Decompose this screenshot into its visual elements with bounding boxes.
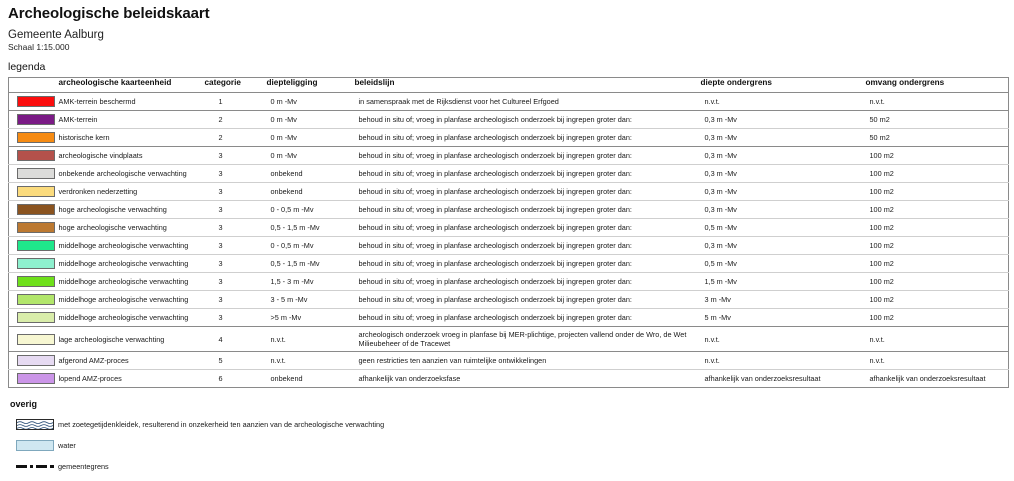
cell-unit: AMK-terrein beschermd — [57, 93, 205, 111]
color-swatch — [17, 96, 55, 107]
overig-list — [8, 414, 1006, 477]
list-item-label: water — [58, 441, 76, 451]
color-swatch — [17, 132, 55, 143]
color-swatch — [17, 312, 55, 323]
legend-swatch-cell — [9, 255, 57, 273]
column-header-unit: archeologische kaarteenheid — [58, 78, 172, 87]
color-swatch — [17, 240, 55, 251]
column-header-categorie: categorie — [204, 78, 241, 87]
cell-diepte-ondergrens: 0,3 m -Mv — [701, 183, 866, 201]
cell-beleidslijn: behoud in situ of; vroeg in planfase archeologisch onderzoek bij ingrepen groter dan: — [355, 129, 701, 147]
color-swatch — [17, 294, 55, 305]
legend-swatch-cell — [9, 201, 57, 219]
cell-categorie: 3 — [205, 237, 267, 255]
table-row — [9, 183, 1009, 201]
color-swatch — [17, 355, 55, 366]
legend-swatch-cell — [9, 309, 57, 327]
cell-diepteligging: 0 m -Mv — [267, 93, 355, 111]
table-row — [9, 93, 1009, 111]
cell-categorie: 3 — [205, 255, 267, 273]
list-item — [8, 414, 1006, 435]
cell-categorie: 3 — [205, 219, 267, 237]
table-row — [9, 219, 1009, 237]
legend-swatch-cell — [9, 129, 57, 147]
cell-omvang-ondergrens: 100 m2 — [866, 291, 1009, 309]
cell-diepte-ondergrens: 0,3 m -Mv — [701, 129, 866, 147]
cell-omvang-ondergrens: n.v.t. — [866, 327, 1009, 352]
column-header-beleidslijn: beleidslijn — [354, 78, 395, 87]
cell-beleidslijn: behoud in situ of; vroeg in planfase archeologisch onderzoek bij ingrepen groter dan: — [355, 273, 701, 291]
cell-diepteligging: 3 - 5 m -Mv — [267, 291, 355, 309]
legend-swatch-cell — [9, 370, 57, 388]
legend-swatch-cell — [9, 219, 57, 237]
cell-diepteligging: >5 m -Mv — [267, 309, 355, 327]
legend-swatch-cell — [9, 273, 57, 291]
cell-diepteligging: n.v.t. — [267, 327, 355, 352]
cell-unit: hoge archeologische verwachting — [57, 219, 205, 237]
cell-omvang-ondergrens: 100 m2 — [866, 255, 1009, 273]
cell-categorie: 2 — [205, 111, 267, 129]
table-row — [9, 201, 1009, 219]
cell-diepte-ondergrens: 0,3 m -Mv — [701, 111, 866, 129]
cell-unit: AMK-terrein — [57, 111, 205, 129]
cell-diepteligging: 0 m -Mv — [267, 111, 355, 129]
water-swatch-icon — [8, 440, 56, 451]
cell-beleidslijn: geen restricties ten aanzien van ruimtelijke ontwikkelingen — [355, 352, 701, 370]
legend-swatch-cell — [9, 352, 57, 370]
cell-categorie: 2 — [205, 129, 267, 147]
cell-unit: lage archeologische verwachting — [57, 327, 205, 352]
color-swatch — [17, 186, 55, 197]
legend-table — [8, 77, 1009, 388]
cell-beleidslijn: behoud in situ of; vroeg in planfase archeologisch onderzoek bij ingrepen groter dan: — [355, 291, 701, 309]
cell-beleidslijn: behoud in situ of; vroeg in planfase archeologisch onderzoek bij ingrepen groter dan: — [355, 147, 701, 165]
cell-diepte-ondergrens: n.v.t. — [701, 93, 866, 111]
cell-categorie: 3 — [205, 183, 267, 201]
cell-diepteligging: n.v.t. — [267, 352, 355, 370]
table-row — [9, 255, 1009, 273]
cell-diepteligging: 0,5 - 1,5 m -Mv — [267, 219, 355, 237]
cell-unit: middelhoge archeologische verwachting — [57, 291, 205, 309]
cell-diepte-ondergrens: n.v.t. — [701, 352, 866, 370]
color-swatch — [17, 373, 55, 384]
cell-diepte-ondergrens: 0,3 m -Mv — [701, 201, 866, 219]
cell-diepteligging: 0 - 0,5 m -Mv — [267, 201, 355, 219]
cell-diepte-ondergrens: 5 m -Mv — [701, 309, 866, 327]
color-swatch — [17, 204, 55, 215]
table-row — [9, 129, 1009, 147]
legend-swatch-cell — [9, 111, 57, 129]
cell-beleidslijn: behoud in situ of; vroeg in planfase archeologisch onderzoek bij ingrepen groter dan: — [355, 237, 701, 255]
cell-diepteligging: 0 m -Mv — [267, 147, 355, 165]
municipality-name: Gemeente Aalburg — [8, 29, 104, 41]
legend-swatch-cell — [9, 237, 57, 255]
list-item-label: gemeentegrens — [58, 462, 109, 472]
column-header-swatch — [9, 78, 57, 93]
cell-diepte-ondergrens: 0,5 m -Mv — [701, 219, 866, 237]
cell-unit: hoge archeologische verwachting — [57, 201, 205, 219]
legend-table-body — [9, 93, 1009, 388]
cell-omvang-ondergrens: n.v.t. — [866, 352, 1009, 370]
cell-omvang-ondergrens: afhankelijk van onderzoeksresultaat — [866, 370, 1009, 388]
cell-categorie: 3 — [205, 201, 267, 219]
cell-omvang-ondergrens: n.v.t. — [866, 93, 1009, 111]
table-row — [9, 291, 1009, 309]
cell-omvang-ondergrens: 100 m2 — [866, 165, 1009, 183]
cell-omvang-ondergrens: 100 m2 — [866, 183, 1009, 201]
cell-diepteligging: onbekend — [267, 370, 355, 388]
cell-beleidslijn: in samenspraak met de Rijksdienst voor het Cultureel Erfgoed — [355, 93, 701, 111]
cell-beleidslijn: behoud in situ of; vroeg in planfase archeologisch onderzoek bij ingrepen groter dan: — [355, 255, 701, 273]
color-swatch — [17, 114, 55, 125]
legend-swatch-cell — [9, 327, 57, 352]
column-header-diepteligging: diepteligging — [266, 78, 318, 87]
cell-omvang-ondergrens: 100 m2 — [866, 201, 1009, 219]
table-row — [9, 327, 1009, 352]
cell-diepte-ondergrens: 1,5 m -Mv — [701, 273, 866, 291]
table-row — [9, 111, 1009, 129]
color-swatch — [17, 222, 55, 233]
cell-categorie: 3 — [205, 273, 267, 291]
column-header-omvang-ondergrens: omvang ondergrens — [865, 78, 945, 87]
cell-diepte-ondergrens: 0,3 m -Mv — [701, 147, 866, 165]
cell-categorie: 3 — [205, 165, 267, 183]
cell-unit: lopend AMZ-proces — [57, 370, 205, 388]
overig-heading: overig — [10, 399, 38, 410]
page-title: Archeologische beleidskaart — [8, 5, 210, 22]
cell-diepte-ondergrens: 3 m -Mv — [701, 291, 866, 309]
cell-omvang-ondergrens: 50 m2 — [866, 111, 1009, 129]
cell-diepte-ondergrens: 0,3 m -Mv — [701, 165, 866, 183]
legend-swatch-cell — [9, 183, 57, 201]
column-header-diepte-ondergrens: diepte ondergrens — [700, 78, 772, 87]
cell-categorie: 4 — [205, 327, 267, 352]
cell-unit: afgerond AMZ-proces — [57, 352, 205, 370]
cell-diepte-ondergrens: 0,3 m -Mv — [701, 237, 866, 255]
cell-beleidslijn: behoud in situ of; vroeg in planfase archeologisch onderzoek bij ingrepen groter dan: — [355, 309, 701, 327]
cell-unit: verdronken nederzetting — [57, 183, 205, 201]
map-scale: Schaal 1:15.000 — [8, 42, 70, 52]
cell-omvang-ondergrens: 50 m2 — [866, 129, 1009, 147]
cell-diepteligging: 0,5 - 1,5 m -Mv — [267, 255, 355, 273]
table-row — [9, 370, 1009, 388]
cell-beleidslijn: archeologisch onderzoek vroeg in planfase bij MER-plichtige, projecten vallend onder de Wro, de Wet Milieubeheer of de Tracewet — [355, 327, 701, 352]
cell-omvang-ondergrens: 100 m2 — [866, 273, 1009, 291]
cell-categorie: 5 — [205, 352, 267, 370]
legend-swatch-cell — [9, 147, 57, 165]
wave-hatch-swatch — [16, 419, 54, 430]
cell-diepteligging: onbekend — [267, 165, 355, 183]
cell-unit: middelhoge archeologische verwachting — [57, 273, 205, 291]
legend-swatch-cell — [9, 291, 57, 309]
table-row — [9, 352, 1009, 370]
cell-categorie: 3 — [205, 291, 267, 309]
color-swatch — [17, 150, 55, 161]
cell-categorie: 6 — [205, 370, 267, 388]
cell-diepteligging: 0 - 0,5 m -Mv — [267, 237, 355, 255]
table-row — [9, 237, 1009, 255]
cell-diepteligging: 1,5 - 3 m -Mv — [267, 273, 355, 291]
table-header-row — [9, 78, 1009, 93]
cell-omvang-ondergrens: 100 m2 — [866, 237, 1009, 255]
cell-beleidslijn: behoud in situ of; vroeg in planfase archeologisch onderzoek bij ingrepen groter dan: — [355, 183, 701, 201]
cell-beleidslijn: afhankelijk van onderzoeksfase — [355, 370, 701, 388]
cell-beleidslijn: behoud in situ of; vroeg in planfase archeologisch onderzoek bij ingrepen groter dan: — [355, 219, 701, 237]
color-swatch — [17, 168, 55, 179]
cell-beleidslijn: behoud in situ of; vroeg in planfase archeologisch onderzoek bij ingrepen groter dan: — [355, 165, 701, 183]
cell-beleidslijn: behoud in situ of; vroeg in planfase archeologisch onderzoek bij ingrepen groter dan: — [355, 201, 701, 219]
cell-omvang-ondergrens: 100 m2 — [866, 309, 1009, 327]
legend-table-head — [9, 78, 1009, 93]
legend-swatch-cell — [9, 93, 57, 111]
cell-unit: historische kern — [57, 129, 205, 147]
cell-categorie: 3 — [205, 309, 267, 327]
table-row — [9, 147, 1009, 165]
color-swatch — [17, 334, 55, 345]
dash-dot-line-icon — [8, 465, 56, 468]
cell-diepteligging: onbekend — [267, 183, 355, 201]
cell-categorie: 3 — [205, 147, 267, 165]
cell-categorie: 1 — [205, 93, 267, 111]
cell-unit: archeologische vindplaats — [57, 147, 205, 165]
cell-unit: onbekende archeologische verwachting — [57, 165, 205, 183]
table-row — [9, 309, 1009, 327]
cell-omvang-ondergrens: 100 m2 — [866, 219, 1009, 237]
cell-unit: middelhoge archeologische verwachting — [57, 237, 205, 255]
cell-beleidslijn: behoud in situ of; vroeg in planfase archeologisch onderzoek bij ingrepen groter dan: — [355, 111, 701, 129]
boundary-line-swatch — [16, 465, 54, 468]
cell-diepte-ondergrens: n.v.t. — [701, 327, 866, 352]
cell-diepte-ondergrens: afhankelijk van onderzoeksresultaat — [701, 370, 866, 388]
list-item — [8, 435, 1006, 456]
color-swatch — [17, 276, 55, 287]
list-item-label: met zoetegetijdenkleidek, resulterend in onzekerheid ten aanzien van de archeologische verwachting — [58, 420, 385, 430]
cell-diepteligging: 0 m -Mv — [267, 129, 355, 147]
legend-heading: legenda — [8, 61, 46, 73]
list-item — [8, 456, 1006, 477]
legend-swatch-cell — [9, 165, 57, 183]
table-row — [9, 165, 1009, 183]
water-swatch — [16, 440, 54, 451]
color-swatch — [17, 258, 55, 269]
cell-omvang-ondergrens: 100 m2 — [866, 147, 1009, 165]
cell-unit: middelhoge archeologische verwachting — [57, 255, 205, 273]
wave-hatch-icon — [8, 419, 56, 430]
table-row — [9, 273, 1009, 291]
cell-unit: middelhoge archeologische verwachting — [57, 309, 205, 327]
cell-diepte-ondergrens: 0,5 m -Mv — [701, 255, 866, 273]
